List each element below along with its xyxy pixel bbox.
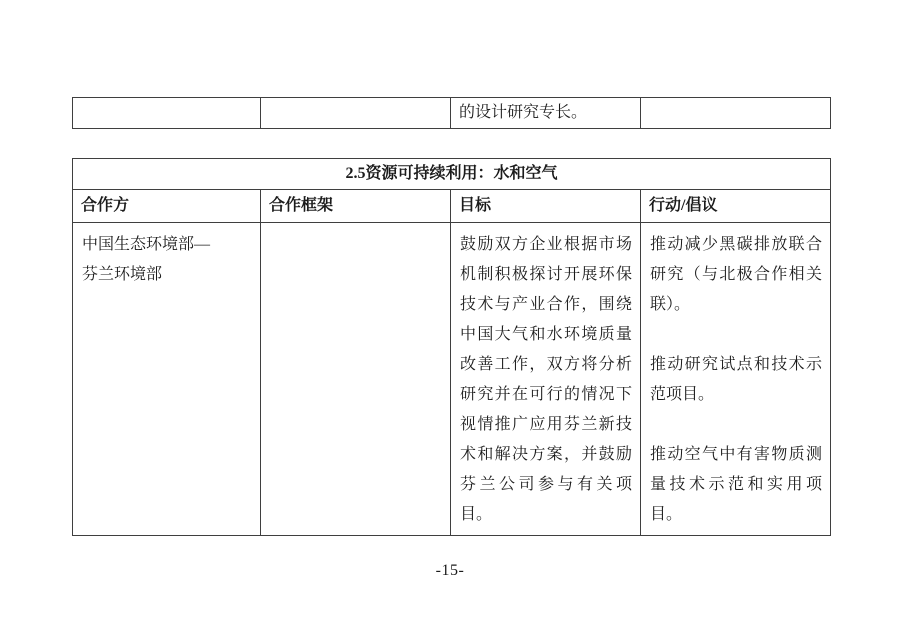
fragment-cell-framework (261, 98, 451, 129)
cell-framework (261, 223, 451, 536)
previous-table-fragment (72, 97, 831, 129)
column-header-partner: 合作方 (73, 190, 261, 223)
action-paragraph: 推动空气中有害物质测量技术示范和实用项目。 (650, 446, 823, 523)
table-row (73, 223, 831, 536)
cell-goal: 鼓励双方企业根据市场机制积极探讨开展环保技术与产业合作，围绕中国大气和水环境质量改善工作，双方将分析研究并在可行的情况下视情推广应用芬兰新技术和解决方案，并鼓励芬兰公司参与有关项目。 (451, 223, 641, 536)
page-number: -15- (435, 562, 465, 579)
fragment-cell-partner (73, 98, 261, 129)
partner-line-1: 中国生态环境部— (82, 236, 211, 253)
table-row (73, 98, 831, 129)
column-header-framework: 合作框架 (261, 190, 451, 223)
cell-actions (641, 223, 831, 536)
table-header-row (73, 190, 831, 223)
section-2-5-table (72, 158, 831, 536)
column-header-goal: 目标 (451, 190, 641, 223)
fragment-cell-actions (641, 98, 831, 129)
action-paragraph: 推动减少黑碳排放联合研究（与北极合作相关联）。 (650, 236, 823, 313)
section-title-row (73, 159, 831, 190)
column-header-actions: 行动/倡议 (641, 190, 831, 223)
action-paragraph: 推动研究试点和技术示范项目。 (650, 356, 823, 403)
fragment-cell-goal: 的设计研究专长。 (451, 98, 641, 129)
cell-partner (73, 223, 261, 536)
section-title: 2.5资源可持续利用：水和空气 (73, 159, 831, 190)
partner-line-2: 芬兰环境部 (82, 266, 163, 283)
